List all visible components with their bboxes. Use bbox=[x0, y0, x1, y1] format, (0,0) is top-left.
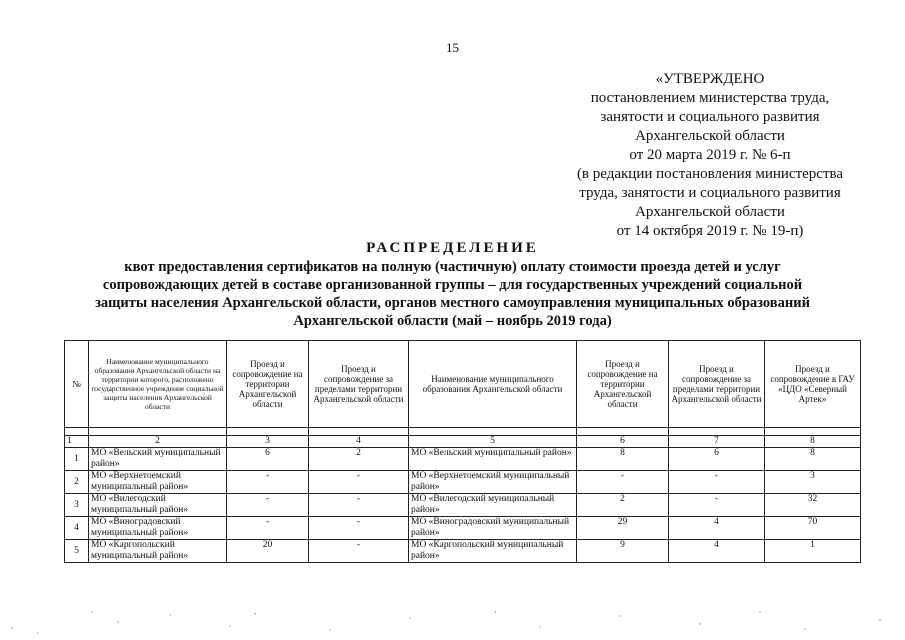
document-subtitle bbox=[40, 258, 865, 330]
approval-line: занятости и социального развития bbox=[600, 109, 820, 125]
row-inside-region: 6 bbox=[227, 448, 309, 471]
row-inside-region: - bbox=[227, 471, 309, 494]
row-municipality: МО «Вельский муниципальный район» bbox=[409, 448, 577, 471]
column-number: 2 bbox=[89, 436, 227, 448]
header-travel-inside-region: Проезд и сопровождение на территории Архангельской области bbox=[227, 341, 309, 428]
row-number: 3 bbox=[65, 494, 89, 517]
row-number: 5 bbox=[65, 540, 89, 563]
row-institution-municipality: МО «Виноградовский муниципальный район» bbox=[89, 517, 227, 540]
row-outside-region-2: 4 bbox=[669, 517, 765, 540]
row-outside-region: 2 bbox=[309, 448, 409, 471]
row-outside-region-2: 4 bbox=[669, 540, 765, 563]
subtitle-line: квот предоставления сертификатов на полную (частичную) оплату стоимости проезда детей и услуг bbox=[124, 259, 781, 275]
row-inside-region-2: - bbox=[577, 471, 669, 494]
column-number: 4 bbox=[309, 436, 409, 448]
row-institution-municipality: МО «Верхнетоемский муниципальный район» bbox=[89, 471, 227, 494]
row-inside-region: - bbox=[227, 517, 309, 540]
row-number: 1 bbox=[65, 448, 89, 471]
scan-noise bbox=[0, 600, 905, 640]
header-municipality-name: Наименование муниципального образования Архангельской области bbox=[409, 341, 577, 428]
document-title: РАСПРЕДЕЛЕНИЕ bbox=[366, 240, 539, 256]
row-inside-region-2: 29 bbox=[577, 517, 669, 540]
row-outside-region: - bbox=[309, 540, 409, 563]
table-row bbox=[65, 517, 861, 540]
approval-stamp bbox=[560, 70, 860, 241]
row-outside-region: - bbox=[309, 471, 409, 494]
row-severny-artek: 70 bbox=[765, 517, 861, 540]
table-row bbox=[65, 448, 861, 471]
subtitle-line: защиты населения Архангельской области, органов местного самоуправления муниципальных образований bbox=[95, 295, 810, 311]
row-municipality: МО «Каргопольский муниципальный район» bbox=[409, 540, 577, 563]
row-severny-artek: 32 bbox=[765, 494, 861, 517]
approval-line: Архангельской области bbox=[635, 204, 785, 220]
header-travel-inside-region-2: Проезд и сопровождение на территории Архангельской области bbox=[577, 341, 669, 428]
approval-line: от 20 марта 2019 г. № 6-п bbox=[629, 147, 791, 163]
column-number-row bbox=[65, 436, 861, 448]
row-inside-region-2: 2 bbox=[577, 494, 669, 517]
row-number: 4 bbox=[65, 517, 89, 540]
subtitle-line: Архангельской области (май – ноябрь 2019 года) bbox=[293, 313, 612, 329]
row-inside-region: - bbox=[227, 494, 309, 517]
header-travel-outside-region: Проезд и сопровождение за пределами территории Архангельской области bbox=[309, 341, 409, 428]
table-row bbox=[65, 494, 861, 517]
row-municipality: МО «Вилегодский муниципальный район» bbox=[409, 494, 577, 517]
row-severny-artek: 8 bbox=[765, 448, 861, 471]
row-outside-region-2: 6 bbox=[669, 448, 765, 471]
column-number: 3 bbox=[227, 436, 309, 448]
table-spacer bbox=[65, 428, 861, 436]
page-number: 15 bbox=[446, 40, 459, 55]
approval-line: (в редакции постановления министерства bbox=[576, 166, 844, 182]
header-number: № bbox=[65, 341, 89, 428]
header-municipality-institution: Наименование муниципального образования Архангельской области на территории которого, расположено государственное учреждение социальной защиты населения Архангельской области bbox=[89, 341, 227, 428]
approval-line: от 14 октября 2019 г. № 19-п) bbox=[616, 223, 804, 239]
column-number: 7 bbox=[669, 436, 765, 448]
header-severny-artek: Проезд и сопровождение в ГАУ «ЦДО «Северный Артек» bbox=[765, 341, 861, 428]
distribution-table bbox=[64, 340, 861, 563]
approval-line: труда, занятости и социального развития bbox=[579, 185, 841, 201]
table-header-row bbox=[65, 341, 861, 428]
row-severny-artek: 1 bbox=[765, 540, 861, 563]
row-outside-region: - bbox=[309, 517, 409, 540]
approval-line: постановлением министерства труда, bbox=[590, 90, 830, 106]
row-municipality: МО «Виноградовский муниципальный район» bbox=[409, 517, 577, 540]
row-outside-region: - bbox=[309, 494, 409, 517]
column-number: 6 bbox=[577, 436, 669, 448]
row-inside-region: 20 bbox=[227, 540, 309, 563]
row-institution-municipality: МО «Каргопольский муниципальный район» bbox=[89, 540, 227, 563]
column-number: 8 bbox=[765, 436, 861, 448]
row-municipality: МО «Верхнетоемский муниципальный район» bbox=[409, 471, 577, 494]
approval-line: «УТВЕРЖДЕНО bbox=[655, 71, 765, 87]
row-inside-region-2: 8 bbox=[577, 448, 669, 471]
column-number: 5 bbox=[409, 436, 577, 448]
header-travel-outside-region-2: Проезд и сопровождение за пределами территории Архангельской области bbox=[669, 341, 765, 428]
subtitle-line: сопровождающих детей в составе организованной группы – для государственных учреждений социальной bbox=[102, 277, 803, 293]
row-institution-municipality: МО «Вилегодский муниципальный район» bbox=[89, 494, 227, 517]
row-outside-region-2: - bbox=[669, 494, 765, 517]
row-number: 2 bbox=[65, 471, 89, 494]
approval-line: Архангельской области bbox=[635, 128, 785, 144]
row-severny-artek: 3 bbox=[765, 471, 861, 494]
row-institution-municipality: МО «Вельский муниципальный район» bbox=[89, 448, 227, 471]
row-inside-region-2: 9 bbox=[577, 540, 669, 563]
column-number: 1 bbox=[65, 436, 89, 448]
row-outside-region-2: - bbox=[669, 471, 765, 494]
table-row bbox=[65, 540, 861, 563]
table-row bbox=[65, 471, 861, 494]
